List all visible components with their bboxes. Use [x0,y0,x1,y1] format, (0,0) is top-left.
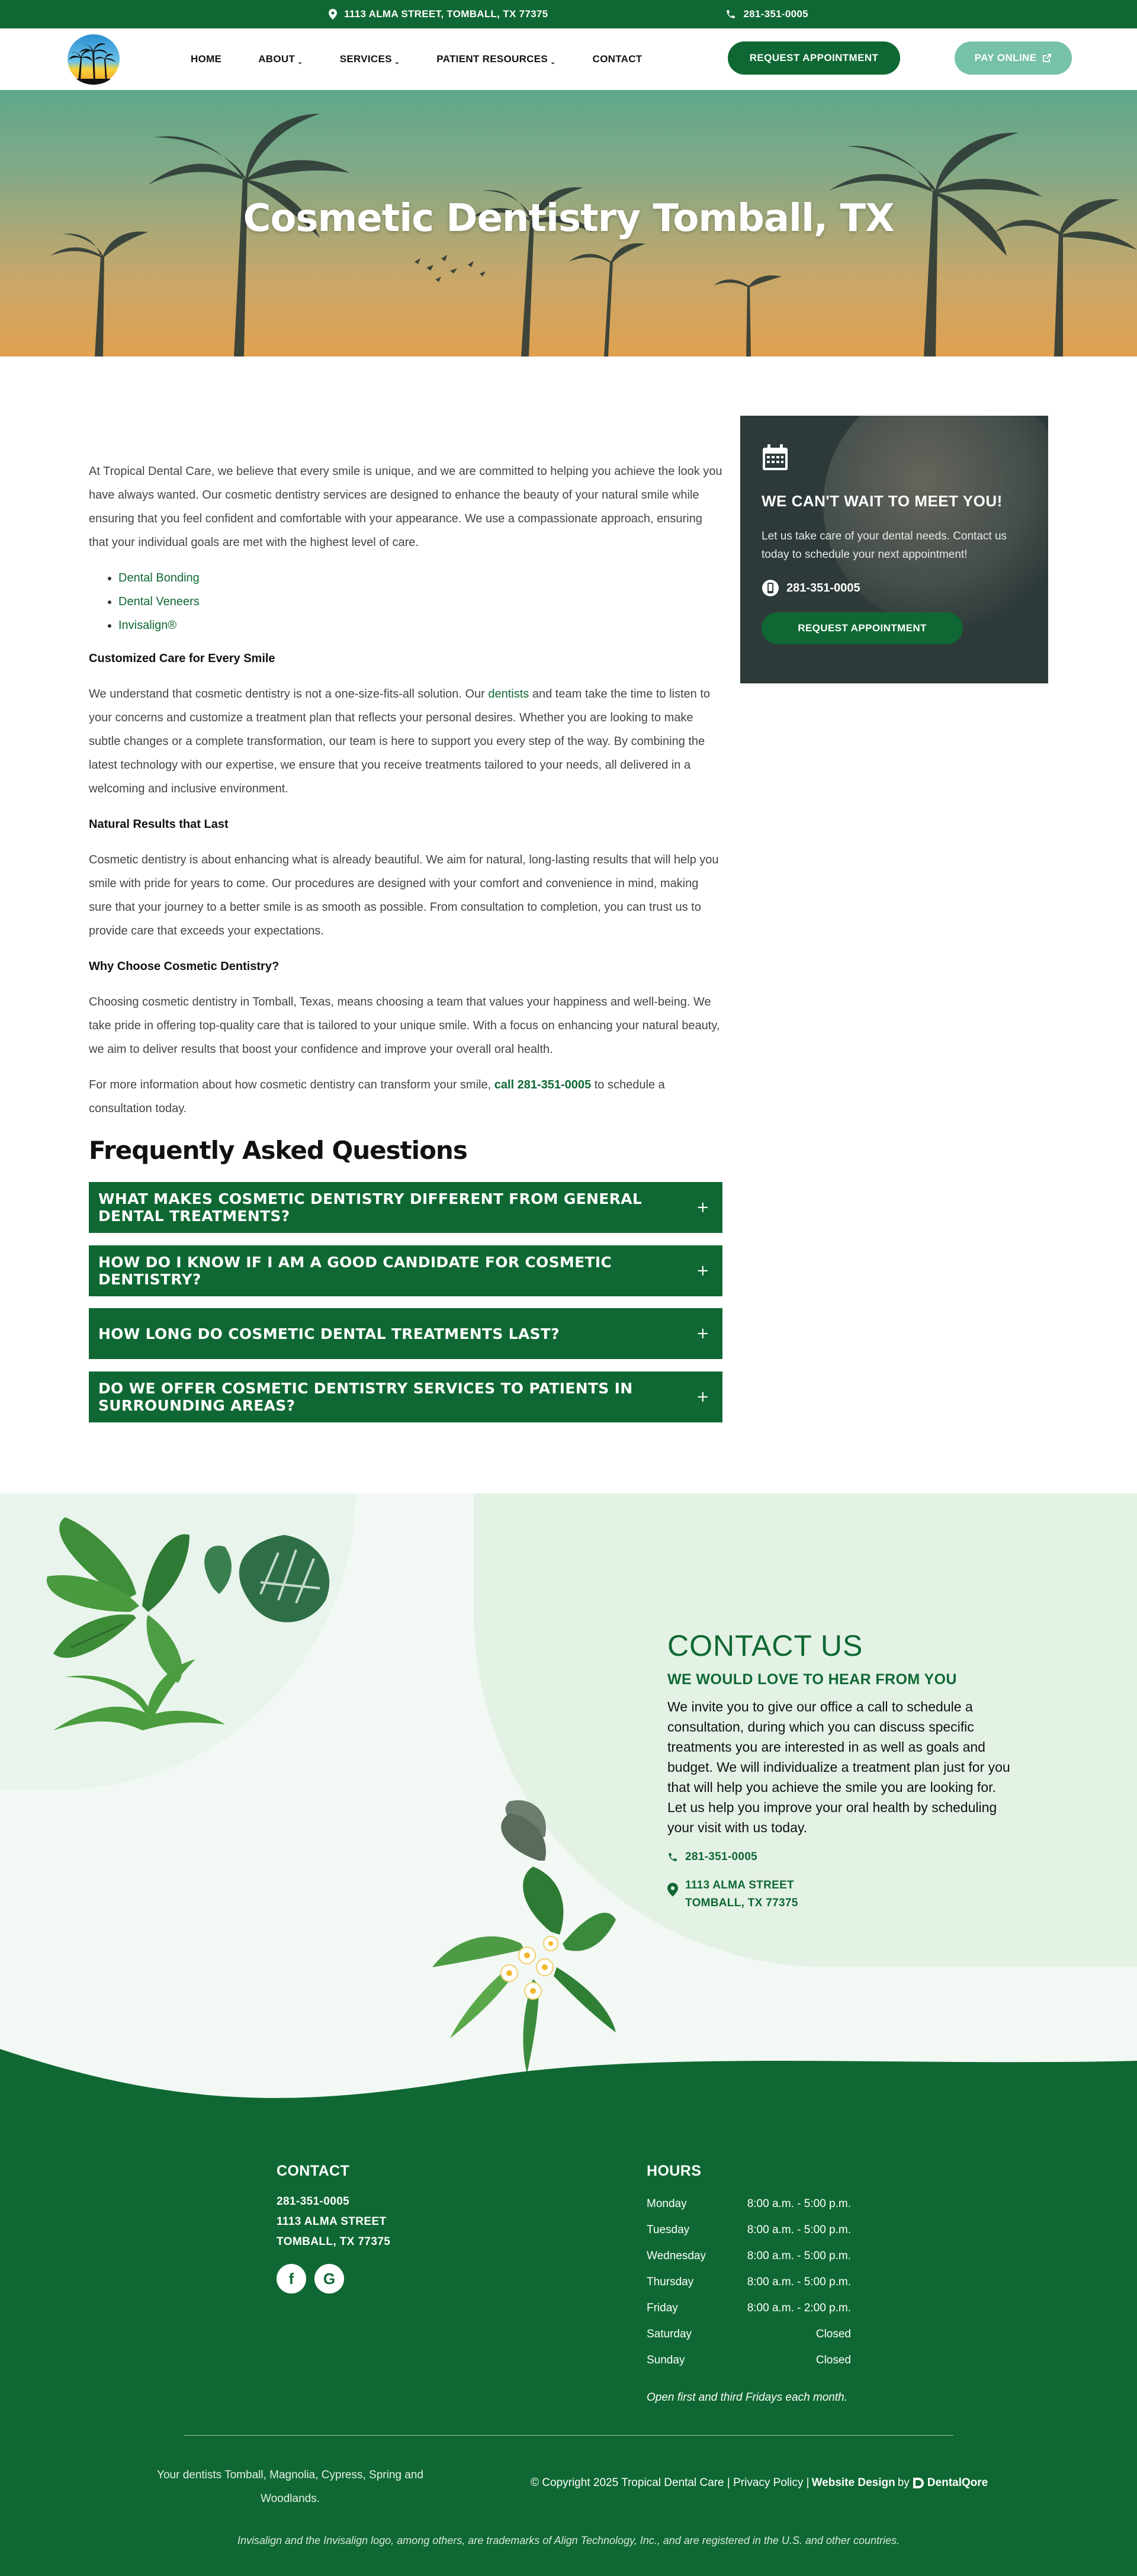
card-phone-text: 281-351-0005 [786,581,860,595]
nav-item-services[interactable] [340,53,400,66]
site-logo[interactable] [66,34,121,85]
hours-time: Closed [815,2328,851,2340]
dentists-link[interactable]: dentists [488,688,529,701]
nav-item-label: SERVICES [339,53,392,65]
google-icon[interactable]: G [314,2264,344,2294]
nav-item-about[interactable] [258,53,303,66]
dentalqore-brand[interactable]: DentalQore [927,2477,988,2489]
why-paragraph: Choosing cosmetic dentistry in Tomball, Texas, means choosing a team that values your happiness and well-being. We take pride in offering top-quality care that is tailored to your unique smile. With a focus on enhancing your natural beauty, we aim to deliver results that boost your confidence and improve your overall oral health. [89,995,720,1056]
faq-item[interactable] [89,1308,722,1359]
nav-item-label: CONTACT [592,53,643,65]
footer-phone[interactable]: 281-351-0005 [277,2195,350,2208]
chevron-down-icon: ⌄ [394,58,400,66]
text-segment: and team take the time to listen to your concerns and customize a treatment plan that reflects your personal desires. Whether you are looking to make subtle changes or a complete transformation, our team is here to support you every step of the way. By combining the latest technology with our expertise, we ensure that you receive treatments tailored to your needs, all delivered in a welcoming and inclusive environment. [89,688,711,795]
contact-address-line2: TOMBALL, TX 77375 [685,1897,798,1909]
plus-icon: + [696,1199,709,1216]
hours-day: Monday [647,2198,687,2210]
pay-online-label: PAY ONLINE [974,52,1037,63]
page-title: Cosmetic Dentistry Tomball, TX [243,197,894,240]
footer-address-line2[interactable]: TOMBALL, TX 77375 [277,2235,391,2248]
faq-question: WHAT MAKES COSMETIC DENTISTRY DIFFERENT FROM GENERAL DENTAL TREATMENTS? [98,1190,643,1225]
contact-title: CONTACT US [667,1629,863,1662]
hours-time: 8:00 a.m. - 5:00 p.m. [747,2198,851,2210]
hours-time: 8:00 a.m. - 5:00 p.m. [747,2276,851,2288]
facebook-icon[interactable]: f [277,2264,306,2294]
hero-banner [0,90,1137,356]
natural-paragraph: Cosmetic dentistry is about enhancing what is already beautiful. We aim for natural, long-lasting results that will help you smile with pride for years to come. Our procedures are designed with your comfort and convenience in mind, making sure that your journey to a better smile is as smooth as possible. From consultation to completion, you can trust us to provide care that exceeds your expectations. [89,853,719,937]
map-pin-icon [329,9,337,20]
faq-item[interactable] [89,1371,722,1422]
hours-time: Closed [815,2354,851,2366]
topbar-phone[interactable] [725,8,808,20]
faq-question: HOW LONG DO COSMETIC DENTAL TREATMENTS LAST? [98,1325,560,1342]
call-phone-link[interactable]: call 281-351-0005 [494,1078,592,1091]
contact-phone-text: 281-351-0005 [685,1851,757,1863]
custom-paragraph [89,682,722,801]
website-design-link[interactable]: Website Design [811,2477,895,2489]
hours-day: Tuesday [647,2224,690,2236]
calendar-icon [762,444,789,471]
nav-item-patient-resources[interactable] [436,53,555,66]
hours-day: Sunday [647,2354,685,2366]
topbar-address-text: 1113 ALMA STREET, TOMBALL, TX 77375 [344,8,548,20]
contact-text: We invite you to give our office a call to schedule a consultation, during which you can discuss specific treatments you are interested in as well as goals and budget. We will individualize a treatment plan just for you that will help you achieve the smile you are looking for. Let us help you improve your oral health by scheduling your visit with us today. [667,1699,1010,1835]
faq-question: DO WE OFFER COSMETIC DENTISTRY SERVICES TO PATIENTS IN SURROUNDING AREAS? [98,1380,633,1414]
hours-row [647,2249,851,2264]
card-phone[interactable] [762,579,1034,597]
plus-icon: + [696,1325,709,1342]
services-list [118,566,722,637]
main-content [89,460,722,1132]
phone-icon [762,579,779,597]
contact-phone[interactable] [667,1848,1011,1866]
plus-icon: + [696,1262,709,1280]
footer-tagline: Your dentists Tomball, Magnolia, Cypress, Spring and Woodlands. [157,2469,423,2505]
service-link-bonding[interactable]: • Dental Bonding [118,566,722,590]
card-request-appointment-button[interactable]: REQUEST APPOINTMENT [762,612,963,644]
contact-address-line1: 1113 ALMA STREET [685,1879,794,1891]
contact-info [667,1629,1011,1912]
chevron-down-icon: ⌄ [550,58,556,66]
dentalqore-logo-icon [912,2477,925,2490]
footer-hours [647,2163,851,2368]
faq-item[interactable] [89,1182,722,1233]
map-pin-icon [667,1883,678,1897]
nav-item-label: ABOUT [258,53,296,65]
nav-item-label: HOME [191,53,222,65]
pay-online-button[interactable] [955,41,1072,75]
nav-item-label: PATIENT RESOURCES [436,53,548,65]
trademark-notice: Invisalign and the Invisalign logo, among others, are trademarks of Align Technology, Inc., and are registered in the U.S. and other countries. [237,2535,900,2546]
hours-time: 8:00 a.m. - 5:00 p.m. [747,2224,851,2236]
by-text: by [897,2477,910,2489]
phone-icon [725,9,736,20]
section-heading-custom: Customized Care for Every Smile [89,652,275,665]
hours-day: Saturday [647,2328,692,2340]
hours-row [647,2353,851,2368]
text-segment: We understand that cosmetic dentistry is not a one-size-fits-all solution. Our [89,688,489,701]
nav-item-contact[interactable] [593,53,643,66]
text-segment: For more information about how cosmetic dentistry can transform your smile, [89,1078,494,1091]
top-bar [0,0,1137,28]
hours-row [647,2275,851,2290]
social-links [277,2264,390,2294]
card-text: Let us take care of your dental needs. Contact us today to schedule your next appointment! [762,530,1007,561]
contact-subtitle: WE WOULD LOVE TO HEAR FROM YOU [667,1671,957,1688]
hours-row [647,2301,851,2316]
hours-row [647,2196,851,2212]
copyright-text[interactable]: © Copyright 2025 Tropical Dental Care | Privacy Policy | [531,2477,810,2489]
hours-day: Wednesday [647,2250,706,2262]
site-footer [0,2126,1137,2576]
footer-contact [277,2163,390,2294]
footer-contact-title: CONTACT [277,2163,350,2179]
hours-day: Friday [647,2302,678,2314]
service-link-invisalign[interactable]: • Invisalign® [118,614,722,637]
open-fridays-note: Open first and third Fridays each month. [647,2391,847,2404]
faq-question: HOW DO I KNOW IF I AM A GOOD CANDIDATE FOR COSMETIC DENTISTRY? [98,1254,612,1288]
more-info-paragraph [89,1073,722,1120]
request-appointment-button[interactable]: REQUEST APPOINTMENT [728,41,900,75]
footer-copyright [531,2477,988,2490]
plus-icon: + [696,1388,709,1406]
external-link-icon [1042,53,1052,63]
hours-row [647,2327,851,2342]
topbar-address[interactable] [329,8,548,20]
footer-divider [184,2435,953,2436]
card-title: WE CAN'T WAIT TO MEET YOU! [762,492,1003,510]
nav-item-home[interactable] [191,53,221,66]
appointment-card [740,416,1048,683]
hours-time: 8:00 a.m. - 2:00 p.m. [747,2302,851,2314]
hours-row [647,2222,851,2238]
section-heading-natural: Natural Results that Last [89,818,229,831]
section-heading-why: Why Choose Cosmetic Dentistry? [89,960,280,973]
intro-paragraph: At Tropical Dental Care, we believe that every smile is unique, and we are committed to helping you achieve the look you have always wanted. Our cosmetic dentistry services are designed to enhance the beauty of your natural smile while ensuring that you feel confident and comfortable with your appearance. We use a compassionate approach, ensuring that your individual goals are met with the highest level of care. [89,465,722,549]
chevron-down-icon: ⌄ [297,58,303,66]
nav-menu [191,53,642,66]
faq-title: Frequently Asked Questions [89,1136,467,1165]
footer-address-line1[interactable]: 1113 ALMA STREET [277,2215,387,2228]
footer-hours-title: HOURS [647,2163,702,2179]
faq-item[interactable] [89,1245,722,1296]
hours-time: 8:00 a.m. - 5:00 p.m. [747,2250,851,2262]
hours-day: Thursday [647,2276,694,2288]
contact-address[interactable] [667,1877,1011,1912]
text-segment: to schedule a consultation today. [89,1078,665,1115]
topbar-phone-text: 281-351-0005 [743,8,808,20]
phone-icon [667,1852,678,1862]
main-nav [0,28,1137,90]
service-link-veneers[interactable]: • Dental Veneers [118,590,722,614]
